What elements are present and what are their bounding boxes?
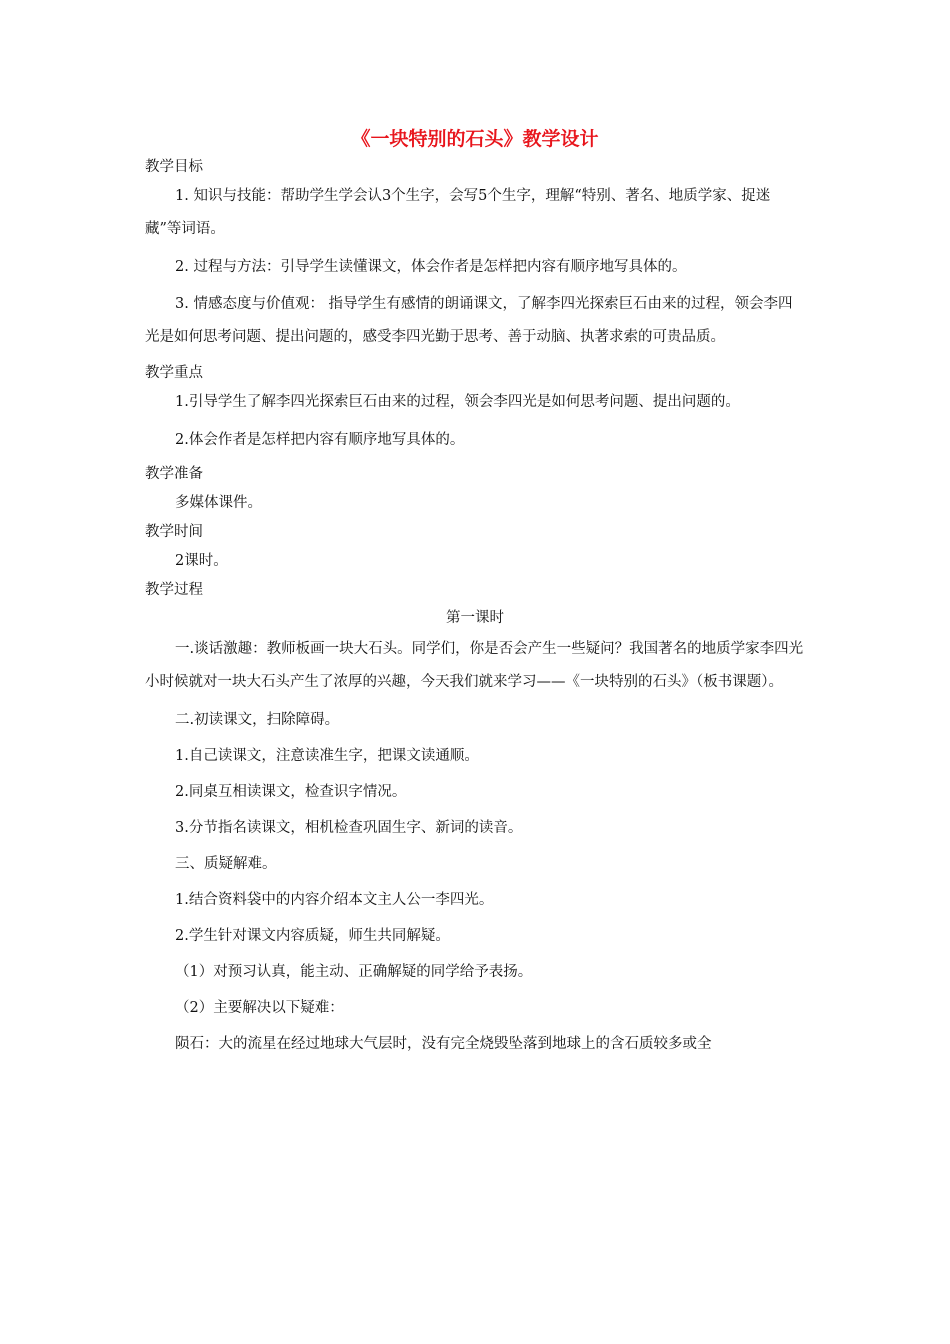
process-item: 2.同桌互相读课文，检查识字情况。 [175,784,407,800]
document-title: 《一块特别的石头》教学设计 [351,128,599,150]
key-point-item: 2.体会作者是怎样把内容有顺序地写具体的。 [175,432,465,448]
process-item: 一.谈话激趣：教师板画一块大石头。同学们，你是否会产生一些疑问？我国著名的地质学家李四光小时候就对一块大石头产生了浓厚的兴趣，今天我们就来学习——《一块特别的石头》（板书课题）。 [145,641,804,690]
section-heading-process: 教学过程 [145,582,203,598]
process-item: 陨石：大的流星在经过地球大气层时，没有完全烧毁坠落到地球上的含石质较多或全 [175,1036,712,1052]
preparation-text: 多媒体课件。 [175,495,262,511]
section-heading-time: 教学时间 [145,524,203,540]
process-item: （2）主要解决以下疑难： [175,1000,344,1016]
process-item: 2.学生针对课文内容质疑，师生共同解疑。 [175,928,450,944]
section-heading-preparation: 教学准备 [145,466,203,482]
goal-item: 3. 情感态度与价值观： 指导学生有感情的朗诵课文，了解李四光探索巨石由来的过程，领会李四光是如何思考问题、提出问题的，感受李四光勤于思考、善于动脑、执著求索的可贵品质。 [145,296,793,345]
process-item: 1.自己读课文，注意读准生字，把课文读通顺。 [175,748,479,764]
key-point-item: 1.引导学生了解李四光探索巨石由来的过程，领会李四光是如何思考问题、提出问题的。 [175,394,740,410]
lesson-title: 第一课时 [446,610,504,626]
process-item: 3.分节指名读课文，相机检查巩固生字、新词的读音。 [175,820,523,836]
time-text: 2课时。 [175,553,228,569]
process-item: 1.结合资料袋中的内容介绍本文主人公一李四光。 [175,892,494,908]
goal-item: 2. 过程与方法：引导学生读懂课文，体会作者是怎样把内容有顺序地写具体的。 [175,259,687,275]
section-heading-goals: 教学目标 [145,159,203,175]
goal-item: 1. 知识与技能：帮助学生学会认3个生字，会写5个生字，理解“特别、著名、地质学家、捉迷藏”等词语。 [145,188,771,237]
process-item: 二.初读课文，扫除障碍。 [175,712,340,728]
section-heading-key-points: 教学重点 [145,365,203,381]
process-item: （1）对预习认真，能主动、正确解疑的同学给予表扬。 [175,964,533,980]
document-body [145,154,805,1065]
process-item: 三、质疑解难。 [175,856,277,872]
